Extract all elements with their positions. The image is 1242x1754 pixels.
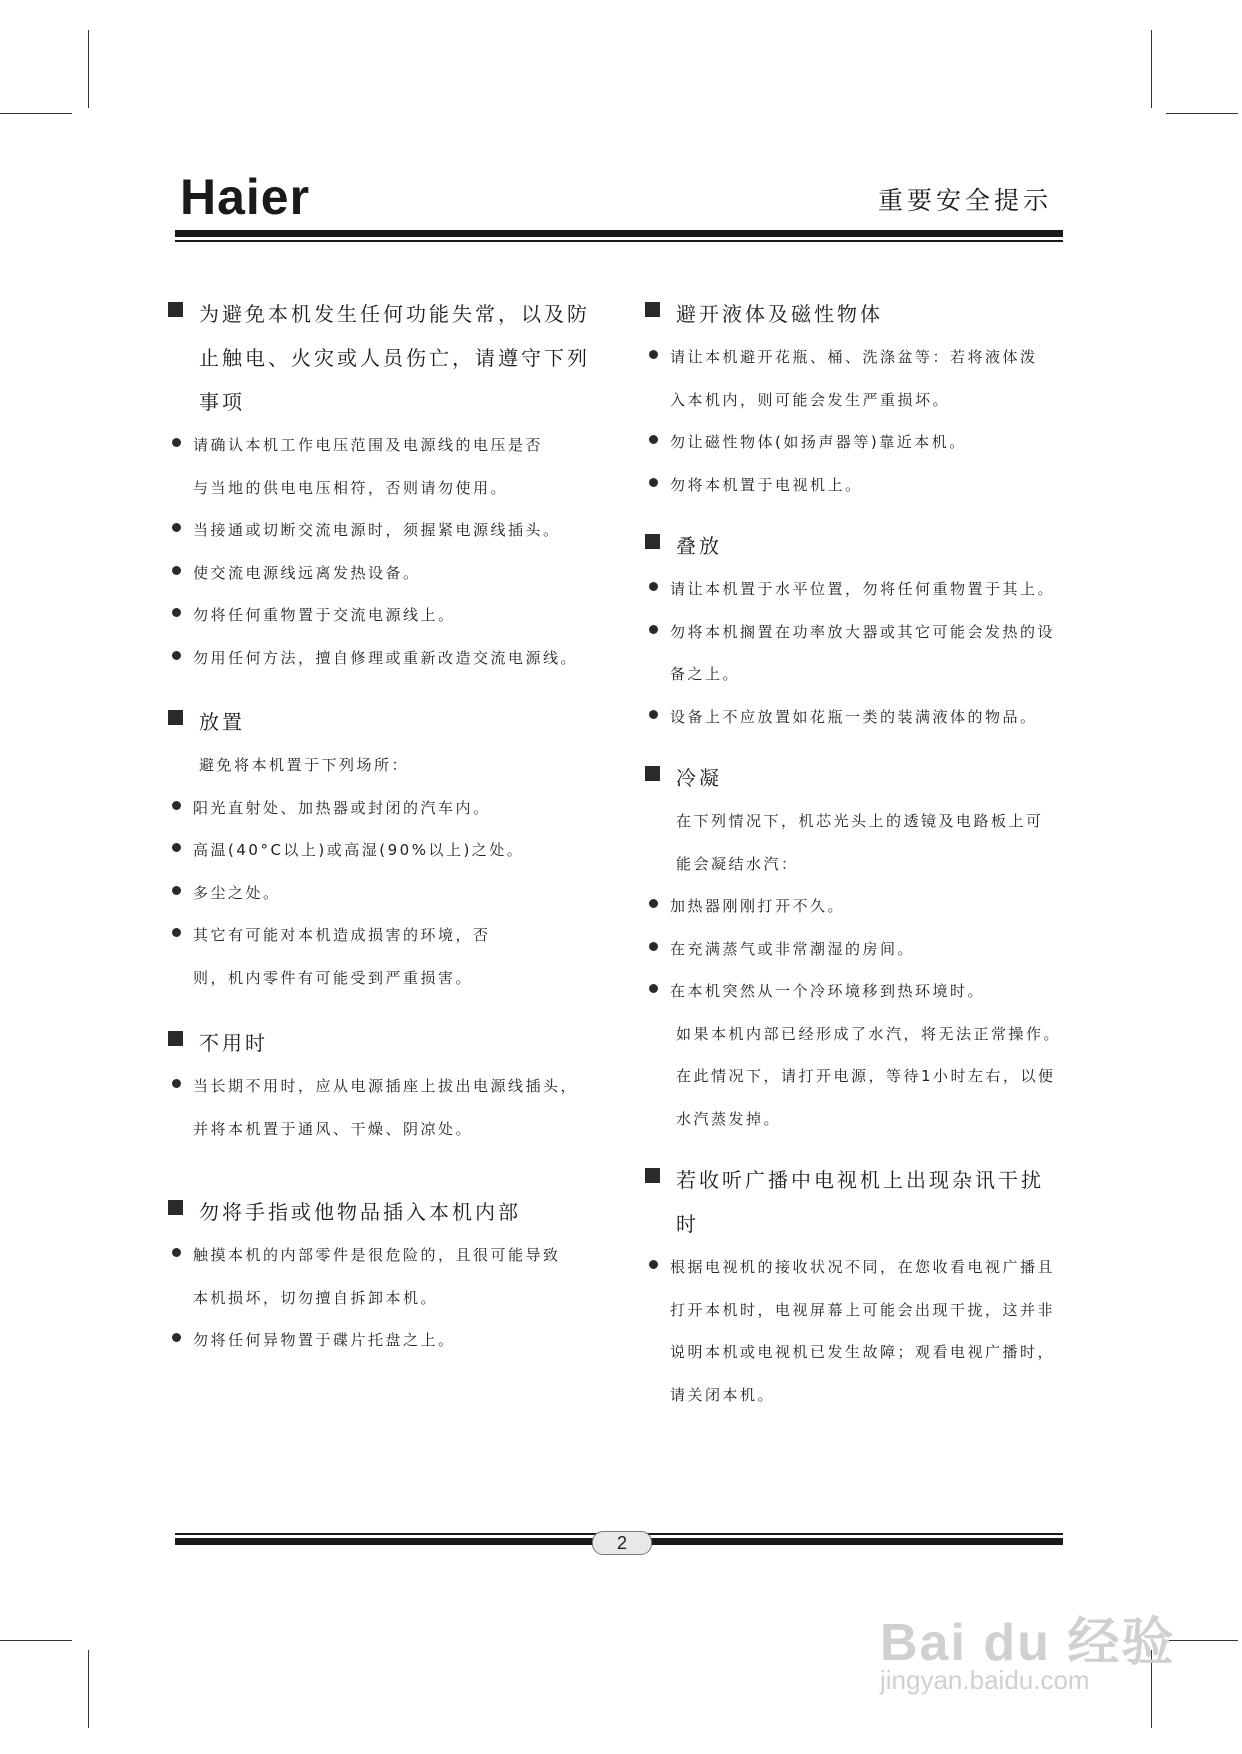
bullet-icon bbox=[172, 801, 181, 810]
section-title: 冷凝 bbox=[676, 766, 722, 790]
list-item bbox=[645, 568, 1065, 611]
list-item bbox=[645, 928, 1065, 971]
list-item bbox=[168, 829, 608, 872]
item-text: 在本机突然从一个冷环境移到热环境时。 bbox=[670, 982, 986, 1000]
section-title: 叠放 bbox=[676, 534, 722, 558]
list-item bbox=[645, 696, 1065, 739]
crop-mark bbox=[1151, 30, 1152, 108]
item-text: 勿将本机置于电视机上。 bbox=[670, 475, 863, 494]
section-intro: 避免将本机置于下列场所： bbox=[199, 756, 410, 774]
bullet-icon bbox=[172, 608, 181, 617]
bullet-icon bbox=[649, 478, 658, 487]
left-column bbox=[168, 292, 608, 1362]
item-text: 请让本机避开花瓶、桶、洗涤盆等：若将液体泼入本机内，则可能会发生严重损坏。 bbox=[670, 348, 1038, 409]
square-bullet-icon bbox=[168, 710, 183, 725]
item-text: 其它有可能对本机造成损害的环境，否则，机内零件有可能受到严重损害。 bbox=[193, 926, 491, 987]
crop-mark bbox=[0, 113, 72, 114]
bullet-icon bbox=[172, 523, 181, 532]
bullet-icon bbox=[649, 350, 658, 359]
bullet-icon bbox=[649, 710, 658, 719]
right-column bbox=[645, 292, 1065, 1416]
item-text: 勿将任何异物置于碟片托盘之上。 bbox=[193, 1331, 456, 1349]
section-header bbox=[645, 524, 1065, 568]
item-text: 请让本机置于水平位置，勿将任何重物置于其上。 bbox=[670, 580, 1056, 598]
section-title: 若收听广播中电视机上出现杂讯干扰时 bbox=[676, 1168, 1044, 1236]
item-text: 勿将本机搁置在功率放大器或其它可能会发热的设备之上。 bbox=[670, 622, 1056, 683]
header-rule bbox=[175, 230, 1063, 237]
list-item bbox=[645, 336, 1065, 421]
bullet-icon bbox=[649, 625, 658, 634]
header-rule-thin bbox=[175, 240, 1063, 242]
square-bullet-icon bbox=[168, 1031, 183, 1046]
bullet-icon bbox=[172, 928, 181, 937]
crop-mark bbox=[0, 1640, 72, 1641]
brand-logo: Haier bbox=[180, 169, 311, 225]
bullet-icon bbox=[172, 843, 181, 852]
section-header bbox=[168, 700, 608, 744]
list-item bbox=[645, 611, 1065, 696]
bullet-icon bbox=[172, 1248, 181, 1257]
section-no-insert bbox=[168, 1190, 608, 1362]
section-unused bbox=[168, 1021, 608, 1150]
section-header bbox=[168, 292, 608, 424]
list-item bbox=[168, 637, 608, 680]
section-title: 勿将手指或他物品插入本机内部 bbox=[199, 1200, 521, 1224]
section-header bbox=[168, 1021, 608, 1065]
section-title: 避开液体及磁性物体 bbox=[676, 302, 883, 326]
bullet-icon bbox=[649, 942, 658, 951]
square-bullet-icon bbox=[168, 302, 183, 317]
bullet-icon bbox=[649, 582, 658, 591]
section-stacking bbox=[645, 524, 1065, 738]
list-item bbox=[645, 464, 1065, 507]
bullet-icon bbox=[172, 886, 181, 895]
page-number: 2 bbox=[592, 1531, 652, 1555]
square-bullet-icon bbox=[168, 1200, 183, 1215]
section-interference bbox=[645, 1158, 1065, 1416]
square-bullet-icon bbox=[645, 534, 660, 549]
section-header bbox=[645, 756, 1065, 800]
square-bullet-icon bbox=[645, 1168, 660, 1183]
watermark-logo: Bai du 经验 bbox=[880, 1614, 1176, 1672]
item-text: 勿用任何方法，擅自修理或重新改造交流电源线。 bbox=[193, 648, 579, 667]
list-item bbox=[168, 552, 608, 595]
bullet-icon bbox=[649, 984, 658, 993]
list-item bbox=[645, 970, 1065, 1013]
section-general-safety bbox=[168, 292, 608, 679]
item-text: 在充满蒸气或非常潮湿的房间。 bbox=[670, 939, 916, 958]
square-bullet-icon bbox=[645, 302, 660, 317]
item-text: 勿让磁性物体(如扬声器等)靠近本机。 bbox=[670, 433, 967, 451]
item-text: 勿将任何重物置于交流电源线上。 bbox=[193, 606, 456, 624]
section-title: 不用时 bbox=[199, 1031, 268, 1055]
item-text: 阳光直射处、加热器或封闭的汽车内。 bbox=[193, 798, 491, 817]
item-text: 加热器刚刚打开不久。 bbox=[670, 897, 846, 915]
crop-mark bbox=[88, 30, 89, 108]
section-header bbox=[645, 292, 1065, 336]
section-title: 为避免本机发生任何功能失常，以及防止触电、火灾或人员伤亡，请遵守下列事项 bbox=[199, 302, 590, 414]
list-item bbox=[645, 421, 1065, 464]
square-bullet-icon bbox=[645, 766, 660, 781]
item-text: 当接通或切断交流电源时，须握紧电源线插头。 bbox=[193, 521, 561, 539]
bullet-icon bbox=[649, 899, 658, 908]
list-item bbox=[168, 872, 608, 915]
bullet-icon bbox=[172, 1079, 181, 1088]
section-header bbox=[168, 1190, 608, 1234]
crop-mark bbox=[1166, 1640, 1238, 1641]
bullet-icon bbox=[172, 1333, 181, 1342]
list-item bbox=[168, 787, 608, 830]
item-text: 设备上不应放置如花瓶一类的装满液体的物品。 bbox=[670, 707, 1038, 726]
section-intro: 在下列情况下，机芯光头上的透镜及电路板上可能会凝结水汽： bbox=[676, 812, 1044, 873]
section-header bbox=[645, 1158, 1065, 1246]
item-text: 触摸本机的内部零件是很危险的，且很可能导致本机损坏，切勿擅自拆卸本机。 bbox=[193, 1246, 561, 1307]
section-liquids-magnets bbox=[645, 292, 1065, 506]
bullet-icon bbox=[172, 566, 181, 575]
list-item bbox=[645, 885, 1065, 928]
list-item bbox=[168, 509, 608, 552]
page-title: 重要安全提示 bbox=[877, 186, 1052, 215]
bullet-icon bbox=[172, 438, 181, 447]
list-item bbox=[645, 1246, 1065, 1416]
section-condensation bbox=[645, 756, 1065, 1140]
item-text: 根据电视机的接收状况不同，在您收看电视广播且打开本机时，电视屏幕上可能会出现干拢，这并非说明本机或电视机已发生故障；观看电视广播时，请关闭本机。 bbox=[670, 1258, 1056, 1404]
bullet-icon bbox=[172, 651, 181, 660]
list-item bbox=[168, 914, 608, 999]
section-placement bbox=[168, 700, 608, 999]
list-item bbox=[168, 424, 608, 509]
list-item bbox=[168, 1065, 608, 1150]
item-text: 使交流电源线远离发热设备。 bbox=[193, 563, 421, 582]
section-title: 放置 bbox=[199, 710, 245, 734]
item-text: 当长期不用时，应从电源插座上拔出电源线插头，并将本机置于通风、干燥、阴凉处。 bbox=[193, 1077, 579, 1138]
list-item bbox=[168, 1234, 608, 1319]
crop-mark bbox=[88, 1650, 89, 1728]
watermark-url: jingyan.baidu.com bbox=[880, 1665, 1090, 1695]
item-text: 高温(40°C以上)或高湿(90%以上)之处。 bbox=[193, 841, 525, 859]
item-text: 请确认本机工作电压范围及电源线的电压是否与当地的供电电压相符，否则请勿使用。 bbox=[193, 436, 544, 497]
list-item bbox=[168, 594, 608, 637]
list-item bbox=[168, 1319, 608, 1362]
section-note: 如果本机内部已经形成了水汽，将无法正常操作。在此情况下，请打开电源，等待1小时左右，以便水汽蒸发掉。 bbox=[676, 1024, 1062, 1128]
bullet-icon bbox=[649, 435, 658, 444]
crop-mark bbox=[1166, 113, 1238, 114]
item-text: 多尘之处。 bbox=[193, 883, 281, 902]
bullet-icon bbox=[649, 1260, 658, 1269]
